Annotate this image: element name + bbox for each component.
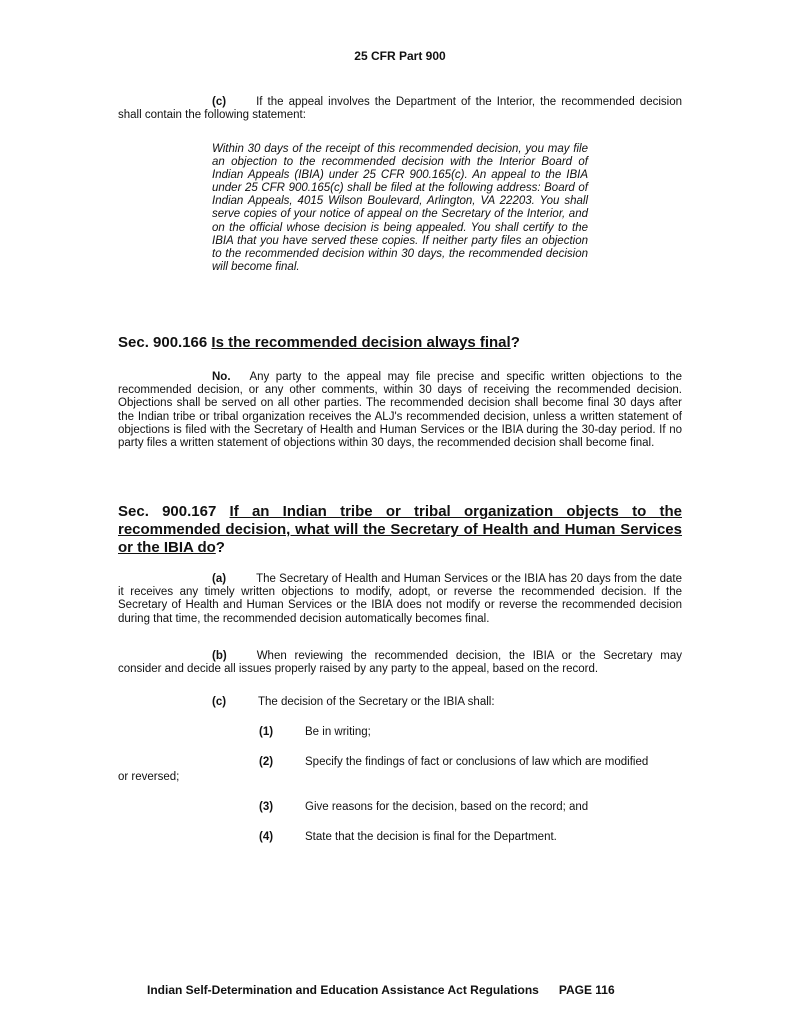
section-166-answer: [118, 371, 682, 450]
section-title: Is the recommended decision always final: [211, 334, 511, 351]
section-number: Sec. 900.166: [118, 334, 208, 351]
list-item-label: (2): [259, 756, 274, 768]
section-166-heading: [118, 334, 682, 352]
list-item-label: (1): [259, 726, 274, 738]
page-number: PAGE 116: [558, 983, 615, 997]
list-item: [259, 801, 588, 814]
recommended-decision-statement: Within 30 days of the receipt of this recommended decision, you may file an objection to the recommended decision with the Interior Board of Indian Appeals (IBIA) under 25 CFR 900.165(c). An appeal to the IBIA under 25 CFR 900.165(c) shall be filed at the following address: Board of Indian Appeals, 4015 Wilson Boulevard, Arlington, VA 22203. You shall serve copies of your notice of appeal on the Secretary of the Interior, and on the official whose decision is being appealed. You shall certify to the IBIA that you have served these copies. If neither party files an objection to the recommended decision within 30 days, the recommended decision will become final.: [212, 143, 588, 273]
section-title: If an Indian tribe or tribal organization objects to the recommended decision, what will the Secretary of Health and Human Services or the IBIA do: [118, 503, 682, 556]
list-item: [259, 831, 557, 844]
page-header: 25 CFR Part 900: [354, 49, 446, 63]
footer-title: Indian Self-Determination and Education Assistance Act Regulations: [147, 983, 539, 997]
answer-text: Any party to the appeal may file precise and specific written objections to the recommended decision, or any other comments, within 30 days of receiving the recommended decision. Objections shall be served on all other parties. The recommended decision shall become final 30 days after the Indian tribe or tribal organization receives the ALJ's recommended decision, unless a written statement of objections is filed with the Secretary of Health and Human Services or the IBIA during the 30-day period. If no party files a written statement of objections within 30 days, the recommended decision shall become final.: [118, 371, 683, 450]
section-167-heading: [118, 503, 682, 557]
list-item: [259, 756, 648, 769]
paragraph-label: (c): [212, 96, 227, 108]
list-item-text: Give reasons for the decision, based on the record; and: [305, 801, 589, 813]
paragraph-c-intro: [118, 96, 682, 122]
paragraph-b: [118, 650, 682, 676]
paragraph-text: If the appeal involves the Department of the Interior, the recommended decision shall contain the following statement:: [118, 96, 682, 122]
answer-label: No.: [212, 371, 231, 383]
page-footer: [147, 983, 615, 997]
list-item-label: (3): [259, 801, 274, 813]
section-title-punct: ?: [215, 539, 225, 556]
list-item-text: Be in writing;: [305, 726, 371, 738]
paragraph-text: The Secretary of Health and Human Services or the IBIA has 20 days from the date it receives any timely written objections to modify, adopt, or reverse the recommended decision. If the Secretary of Health and Human Services or the IBIA does not modify or reverse the recommended decision during that time, the recommended decision automatically becomes final.: [118, 573, 682, 625]
list-item: [259, 726, 371, 739]
paragraph-label: (c): [212, 696, 227, 708]
paragraph-text: When reviewing the recommended decision, the IBIA or the Secretary may consider and decide all issues properly raised by any party to the appeal, based on the record.: [118, 650, 682, 676]
list-item-text: Specify the findings of fact or conclusions of law which are modified: [305, 756, 649, 768]
paragraph-a: [118, 573, 682, 626]
list-item-continuation: or reversed;: [118, 771, 180, 783]
paragraph-label: (a): [212, 573, 227, 585]
list-item-text: State that the decision is final for the Department.: [305, 831, 557, 843]
list-item-label: (4): [259, 831, 274, 843]
paragraph-label: (b): [212, 650, 227, 662]
section-title-punct: ?: [510, 334, 520, 351]
paragraph-text: The decision of the Secretary or the IBIA shall:: [258, 696, 495, 708]
paragraph-c: [212, 696, 495, 709]
section-number: Sec. 900.167: [118, 503, 217, 520]
